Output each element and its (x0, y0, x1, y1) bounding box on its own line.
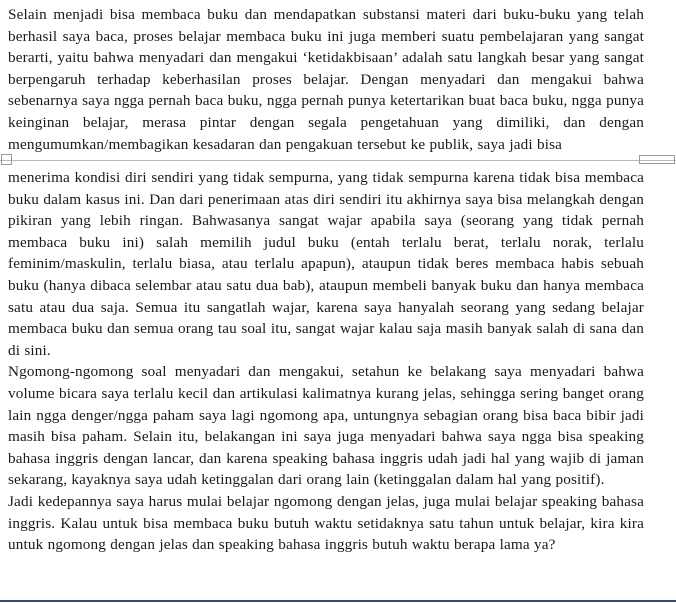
marker-bar-left (639, 155, 640, 164)
paragraph: Jadi kedepannya saya harus mulai belajar ngomong dengan jelas, juga mulai belajar speaking bahasa inggris. Kalau untuk bisa membaca buku butuh waktu setidaknya satu tahun untuk belajar, kira kira untuk ngomong dengan jelas dan speaking bahasa inggris butuh waktu berapa lama ya? (8, 492, 644, 554)
right-margin-marker-icon (639, 154, 675, 165)
page-section-below-break (8, 167, 644, 556)
marker-bar-top (639, 155, 675, 156)
left-margin-marker-icon (1, 154, 12, 165)
marker-bar-right (674, 155, 675, 164)
marker-bar-bottom (639, 163, 675, 164)
page-section-above-break (8, 4, 644, 155)
paragraph: Ngomong-ngomong soal menyadari dan mengakui, setahun ke belakang saya menyadari bahwa volume bicara saya terlalu kecil dan artikulasi kalimatnya kurang jelas, sehingga sering banget orang lain ngga denger/ngga paham saya lagi ngomong apa, untungnya sebagian orang bisa baca bibir jadi masih bisa paham. Selain itu, belakangan ini saya juga menyadari bahwa saya ngga bisa speaking bahasa inggris dengan lancar, dan karena speaking bahasa inggris udah jadi hal yang wajib di jaman sekarang, kayaknya saya udah ketinggalan dari orang lain (ketinggalan dalam hal yang positif). (8, 363, 644, 489)
paragraph: Selain menjadi bisa membaca buku dan mendapatkan substansi materi dari buku-buku yang telah berhasil saya baca, proses belajar membaca buku ini juga memberi suatu pembelajaran yang sangat berarti, yaitu bahwa menyadari dan mengakui ‘ketidakbisaan’ adalah satu langkah besar yang sangat berpengaruh terhadap keberhasilan proses belajar. Dengan menyadari dan mengakui bahwa sebenarnya saya ngga pernah baca buku, ngga pernah punya ketertarikan buat baca buku, ngga punya keinginan belajar, merasa pintar dengan segala pengetahuan yang dimiliki, dan dengan mengumumkan/membagikan kesadaran dan pengakuan tersebut ke publik, saya jadi bisa (8, 6, 644, 153)
bottom-accent-bar (0, 600, 676, 602)
paragraph: menerima kondisi diri sendiri yang tidak sempurna, yang tidak sempurna karena tidak bisa membaca buku dalam kasus ini. Dan dari penerimaan atas diri sendiri itu akhirnya saya bisa melangkah dengan pikiran yang lebih ringan. Bahwasanya sangat wajar apabila saya (seorang yang tidak pernah membaca buku ini) salah memilih judul buku (entah terlalu berat, terlalu norak, terlalu feminim/maskulin, terlalu biasa, atau terlalu apapun), ataupun tidak beres membaca habis sebuah buku (hanya dibaca selembar atau satu dua bab), ataupun membeli banyak buku dan hanya membaca satu atau dua saja. Semua itu sangatlah wajar, karena saya hanyalah seorang yang sedang belajar membaca buku dan semua orang tau soal itu, sangat wajar kalau saja masih banyak salah di sana dan di sini. (8, 169, 644, 359)
page-break-rule (0, 160, 676, 161)
